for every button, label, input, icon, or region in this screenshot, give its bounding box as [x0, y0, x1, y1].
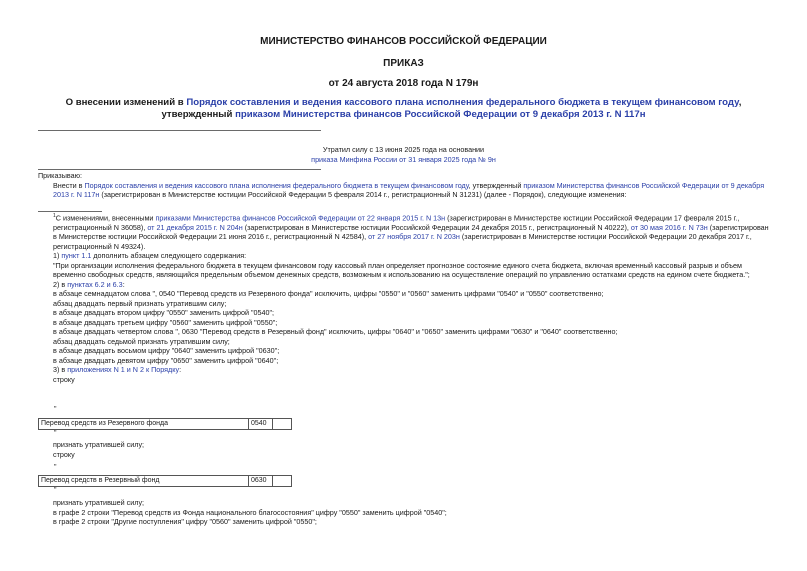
repealing-order-link[interactable]: приказа Минфина России от 31 января 2025 года № 9н [311, 154, 496, 164]
footnote-mark: 1 [53, 213, 56, 219]
row-word: строку [53, 449, 75, 459]
quote-mark: " [54, 487, 57, 494]
table-row-reserve-fund-in [38, 475, 292, 487]
row-word: строку [53, 374, 75, 384]
item-2-line: в абзаце семнадцатом слова ", 0540 "Перевод средств из Резервного фонда" исключить, цифры "0550" и "0560" заменить цифрами "0540" и "0550" соответственно; [53, 289, 604, 299]
item-1-quote: "При организации исполнения федерального бюджета в текущем финансовом году кассовый план определяет прогнозное состояние единого счета бюджета, включая временный кассовый разрыв и объем временно свободных средств, являющийся предельным объемом денежных средств, возможным к использованию на осуществление операций по управлению остатками средств на едином счете бюджета."; [53, 260, 750, 280]
subject-link-procedure[interactable]: Порядок составления и ведения кассового плана исполнения федерального бюджета в текущем финансовом году [186, 97, 739, 108]
repealed-note: Утратил силу с 13 июня 2025 года на основании приказа Минфина России от 31 января 2025 года № 9н [311, 145, 496, 164]
footnote: $^1$С изменениями, внесенными приказами Министерства финансов Российской Федерации от 22 января 2015 г. N 13н (зарегистрирован в Министерстве юстиции Российской Федерации 17 февраля 2015 г., регистрационный N 36058), от 21 декабря 2015 г. N 204н (зарегистрирован в Министерстве юстиции Российской Федерации 24 декабря 2015 г., регистрационный N 40222), от 30 мая 2016 г. N 73н (зарегистрирован в Министерстве юстиции Российской Федерации 21 июня 2016 г., регистрационный N 42584), от 27 ноября 2017 г. N 203н (зарегистрирован в Министерстве юстиции Российской Федерации 20 декабря 2017 г., регистрационный N 49324). [53, 213, 769, 251]
table-row-reserve-fund-out [38, 418, 292, 430]
item-2: 2) в пунктах 6.2 и 6.3: [53, 279, 125, 289]
intro-link-procedure[interactable]: Порядок составления и ведения кассового плана исполнения федерального бюджета в текущем финансовом году [84, 180, 469, 190]
item-2-line: в абзаце двадцать втором цифру "0550" заменить цифрой "0540"; [53, 308, 275, 318]
recognize-line: признать утратившей силу; [53, 440, 145, 449]
item-2-line: в абзаце двадцать восьмом цифру "0640" заменить цифрой "0630"; [53, 346, 280, 356]
table-cell-empty [273, 476, 291, 486]
item-2-line: абзац двадцать первый признать утратившим силу; [53, 298, 227, 308]
column-2-line: в графе 2 строки "Перевод средств из Фонда национального благосостояния" цифру "0550" заменить цифрой "0540"; [53, 507, 447, 517]
recognize-line: признать утратившей силу; [53, 498, 145, 507]
table-cell-name: Перевод средств в Резервный фонд [39, 476, 249, 486]
item-3: 3) в приложениях N 1 и N 2 к Порядку: [53, 365, 182, 375]
column-2-line: в графе 2 строки "Другие поступления" цифру "0560" заменить цифрой "0550"; [53, 517, 317, 526]
divider [38, 169, 321, 170]
intro-paragraph: Внести в Порядок составления и ведения кассового плана исполнения федерального бюджета в текущем финансовом году, утвержденный приказом Министерства финансов Российской Федерации от 9 декабря 2013 г. N 117н (зарегистрирован в Министерстве юстиции Российской Федерации 5 февраля 2014 г., регистрационный N 31231) (далее - Порядок), следующие изменения: [53, 180, 765, 199]
table-cell-empty [273, 419, 291, 429]
table-cell-name: Перевод средств из Резервного фонда [39, 419, 249, 429]
quote-mark: " [54, 464, 57, 471]
item-3-link[interactable]: приложениях N 1 и N 2 к Порядку [67, 365, 180, 375]
orders-label: Приказываю: [38, 171, 82, 180]
item-1-link[interactable]: пункт 1.1 [61, 251, 92, 261]
item-2-line: в абзаце двадцать четвертом слова ", 0630 "Перевод средств в Резервный фонд" исключить, цифры "0640" и "0650" заменить цифрами "0630" и "0640" соответственно; [53, 327, 618, 337]
after-table-2 [38, 498, 773, 527]
order-body-intro [38, 171, 773, 200]
divider [38, 130, 321, 131]
footnote-link-203n[interactable]: от 27 ноября 2017 г. N 203н [368, 232, 460, 242]
after-table-1 [38, 440, 773, 459]
footnote-link-73n[interactable]: от 30 мая 2016 г. N 73н [630, 222, 708, 232]
item-2-line: в абзаце двадцать девятом цифру "0650" заменить цифрой "0640"; [53, 355, 279, 365]
item-2-link[interactable]: пунктах 6.2 и 6.3 [67, 279, 123, 289]
footnote-link-204n[interactable]: от 21 декабря 2015 г. N 204н [147, 222, 243, 232]
intro-link-order-117n[interactable]: приказом Министерства финансов Российской Федерации от 9 декабря 2013 г. N 117н [53, 180, 765, 199]
subject-link-order-117n[interactable]: приказом Министерства финансов Российской Федерации от 9 декабря 2013 г. N 117н [235, 109, 646, 120]
item-2-line: абзац двадцать седьмой признать утратившим силу; [53, 336, 230, 346]
order-heading: ПРИКАЗ [383, 58, 424, 69]
order-body-main [38, 212, 773, 384]
item-2-line: в абзаце двадцать третьем цифру "0560" заменить цифрой "0550"; [53, 317, 278, 327]
footnote-link-13n[interactable]: приказами Министерства финансов Российской Федерации от 22 января 2015 г. N 13н [155, 213, 446, 223]
ministry-title: МИНИСТЕРСТВО ФИНАНСОВ РОССИЙСКОЙ ФЕДЕРАЦИИ [260, 36, 547, 47]
order-date: от 24 августа 2018 года N 179н [328, 78, 479, 89]
table-cell-code: 0540 [249, 419, 273, 429]
order-subject: О внесении изменений в Порядок составления и ведения кассового плана исполнения федерального бюджета в текущем финансовом году, утвержденный приказом Министерства финансов Российской Федерации от 9 декабря 2013 г. N 117н [65, 97, 742, 120]
table-cell-code: 0630 [249, 476, 273, 486]
item-1: 1) пункт 1.1 дополнить абзацем следующего содержания: [53, 251, 247, 261]
quote-mark: " [54, 406, 57, 413]
quote-mark: " [54, 430, 57, 437]
